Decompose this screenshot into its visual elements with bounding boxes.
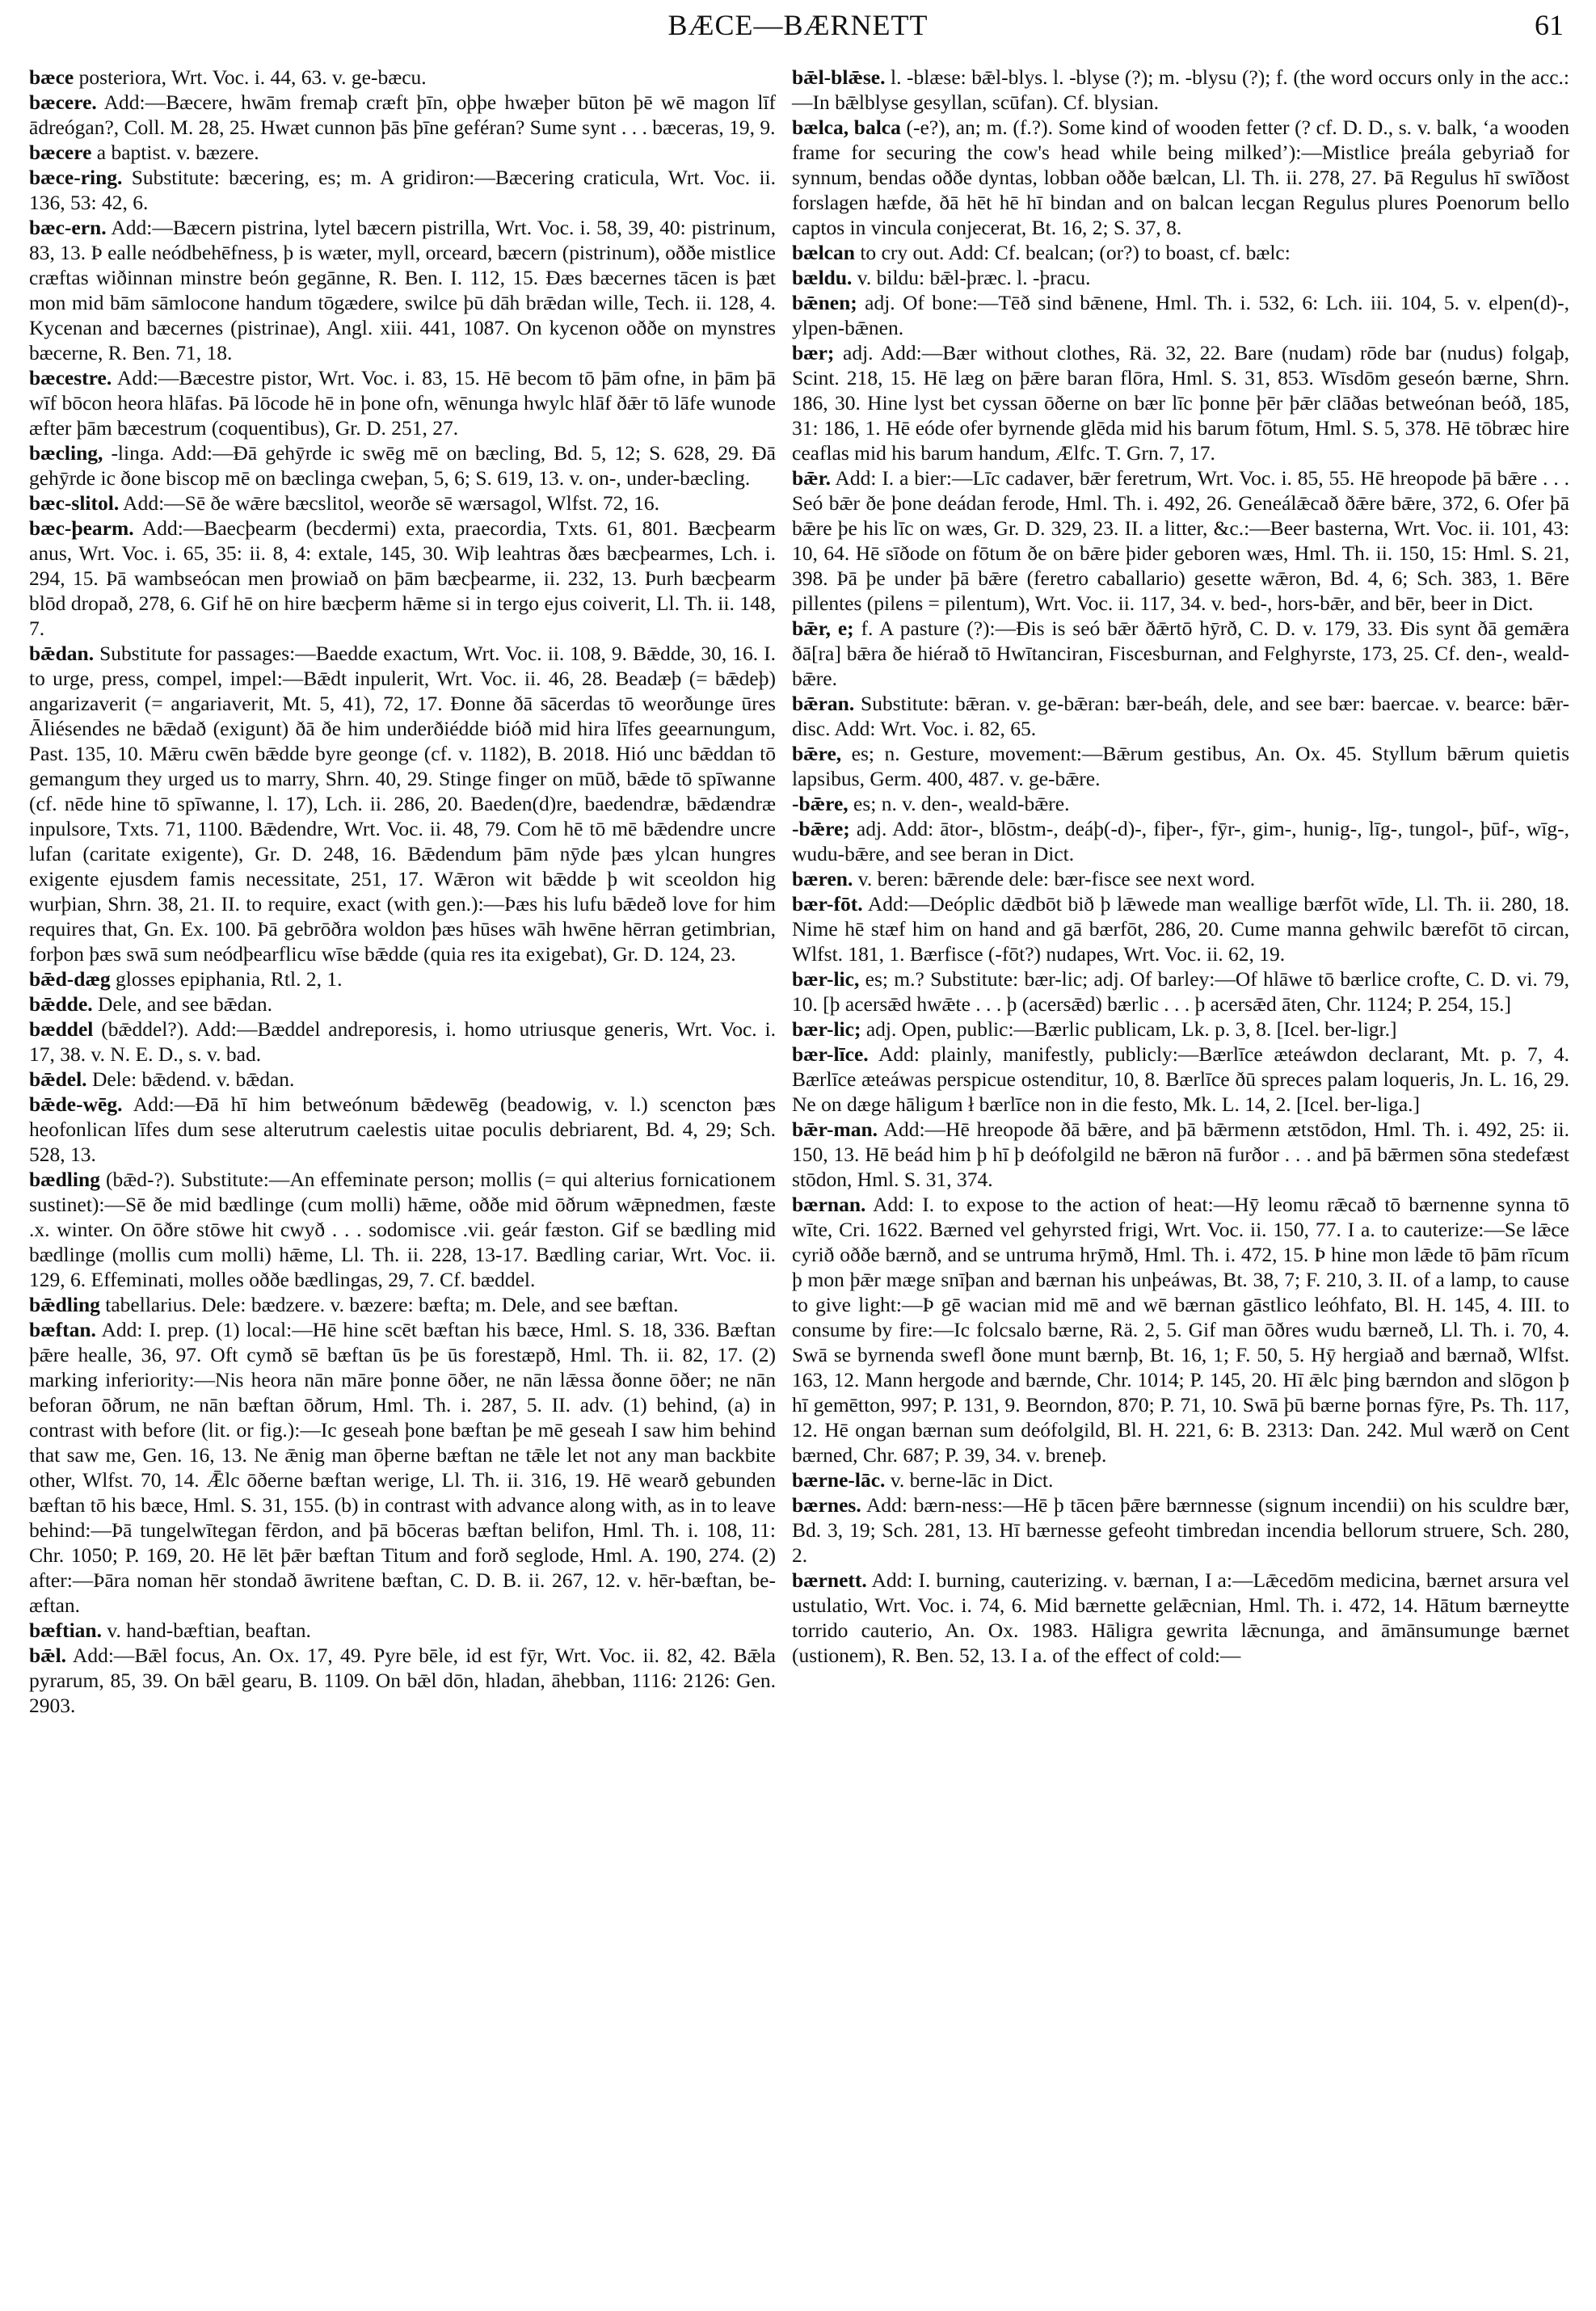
headword: bǣre, [792,742,842,765]
dictionary-entry [792,1042,1569,1117]
dictionary-entry [792,1117,1569,1192]
entry-text: adj. Of bone:—Tēð sind bǣnene, Hml. Th. i. 532, 6: Lch. iii. 104, 5. v. elpen(d)-, ylpen-bǣnen. [792,291,1569,339]
dictionary-entry [29,1092,776,1167]
entry-text: to cry out. Add: Cf. bealcan; (or?) to boast, cf. bælc: [854,241,1291,264]
dictionary-entry [29,440,776,490]
headword: bærne-lāc. [792,1468,886,1492]
entry-text: Dele: bǣdend. v. bǣdan. [86,1067,295,1091]
entry-text: glosses epiphania, Rtl. 2, 1. [110,967,343,991]
dictionary-entry [792,741,1569,791]
headword: bǣl-blǣse. [792,65,886,89]
dictionary-entry [29,1067,776,1092]
entry-text: (-e?), an; m. (f.?). Some kind of wooden fetter (? cf. D. D., s. v. balk, ‘a wooden frame for securing the cow's head while being milked’):—Mistlice þreála gebyriað for synnum, bendas oððe dyntas, lobban oððe bælcan, Ll. Th. ii. 278, 27. Þā Regulus hī swīðost forslagen hæfde, ðā hēt hē hī bindan and on balcan lecgan Regulus plures Poenorum bello captos in vincula conjecerat, Bt. 16, 2; S. 37, 8. [792,116,1569,239]
dictionary-entry [792,290,1569,340]
dictionary-entry [792,891,1569,966]
entry-text: f. A pasture (?):—Ðis is seó bǣr ðǣrtō hȳrð, C. D. v. 179, 33. Ðis synt ðā gemǣra ðā[ra] bǣra ðe hiérað tō Hwītanciran, Fiscesburnan, and Felghyrste, 173, 25. Cf. den-, weald-bǣre. [792,617,1570,690]
entry-text: Substitute for passages:—Baedde exactum, Wrt. Voc. ii. 108, 9. Bǣdde, 30, 16. I. to urge, press, compel, impel:—Bǣdt inpulerit, Wrt. Voc. ii. 46, 28. Beadæþ (= bǣdeþ) angarizaverit (= angariaverit, Mt. 5, 41), 72, 17. Ðonne ðā sācerdas tō weorðunge ūres Āliésendes ne bǣdað (exigunt) ðā ðe him underðiédde bióð mid hira līfes geearnungum, Past. 135, 10. Mǣru cwēn bǣdde byre geonge (cf. v. 1182), B. 2018. Hió unc bǣddan tō gemangum they urged us to marry, Shrn. 40, 29. Stinge finger on mūð, bǣde tō spīwanne (cf. nēde hine tō spīwanne, l. 17), Lch. ii. 286, 20. Baeden(d)re, baedendræ, bǣdændræ inpulsore, Txts. 71, 1100. Bǣdendre, Wrt. Voc. ii. 48, 79. Com hē tō mē bǣdendre uncre lufan (caritate exigente), Gr. D. 248, 16. Bǣdendum þām nȳde þæs ylcan hungres exigente ejusdem famis necessitate, 251, 17. Wǣron wit bǣdde þ wit sceoldon hig wurþian, Shrn. 38, 21. II. to require, exact (with gen.):—Þæs his lufu bǣdeð love for him requires that, Gn. Ex. 100. Þā gebrōðra woldon þæs hūses wāh hwēne hērran getimbrian, forþon þæs swā sum neódþearflicu wīse bǣdde (quia res ita exigebat), Gr. D. 124, 23. [29,642,776,966]
entry-text: (bǣddel?). Add:—Bæddel andreporesis, i. homo utriusque generis, Wrt. Voc. i. 17, 38. v. N. E. D., s. v. bad. [29,1017,776,1066]
dictionary-entry [792,115,1569,240]
entry-text: Add:—Bæcere, hwām fremaþ cræft þīn, oþþe hwæþer būton þē wē magon līf ādreógan?, Coll. M. 28, 25. Hwæt cunnon þās þīne geféran? Sume synt . . . bæceras, 19, 9. [29,91,776,139]
headword: bæftian. [29,1619,102,1642]
headword: bæddel [29,1017,94,1041]
headword: bæren. [792,867,853,890]
entry-text: -linga. Add:—Ðā gehȳrde ic swēg mē on bæcling, Bd. 5, 12; S. 628, 29. Ðā gehȳrde ic ðone biscop mē on bæclinga cweþan, 5, 6; S. 619, 13. v. on-, under-bæcling. [29,441,776,490]
right-column [792,65,1569,1668]
headword: bæc-ern. [29,216,107,239]
headword: bæc-þearm. [29,516,134,540]
dictionary-entry [29,140,776,165]
entry-text: adj. Open, public:—Bærlic publicam, Lk. p. 3, 8. [Icel. ber-ligr.] [861,1017,1397,1041]
entry-text: Add:—Deóplic dǣdbōt bið þ lǣwede man weallige bærfōt wīde, Ll. Th. ii. 280, 18. Nime hē stæf him on hand and gā bærfōt, 286, 20. Cume manna gehwilc bærefōt tō circan, Wlfst. 181, 1. Bærfisce (-fōt?) nudapes, Wrt. Voc. ii. 62, 19. [792,892,1569,966]
headword: bæce [29,65,74,89]
headword: bæcere [29,141,92,164]
dictionary-entry [29,490,776,516]
entry-text: v. berne-lāc in Dict. [885,1468,1054,1492]
headword: bǣdde. [29,992,93,1016]
dictionary-entry [29,991,776,1017]
running-header [0,5,1596,45]
entry-text: Add: I. prep. (1) local:—Hē hine scēt bæftan his bæce, Hml. S. 18, 336. Bæftan þǣre healle, 36, 97. Oft cymð sē bæftan ūs þe ūs forestæpð, Hml. Th. ii. 82, 17. (2) marking inferiority:—Nis heora nān māre þonne ōðer, ne nān lǣssa ðonne ōðer; ne nān beforan ōðrum, ne nān bæftan ōðrum, Hml. Th. i. 287, 5. II. adv. (1) behind, (a) in contrast with before (lit. or fig.):—Ic geseah þone bæftan þe mē geseah I saw him behind that saw me, Gen. 16, 13. Ne ǣnig man ōþerne bæftan ne tǣle let not any man backbite other, Wlfst. 70, 14. Ǣlc ōðerne bæftan werige, Ll. Th. ii. 316, 19. Hē wearð gebunden bæftan tō his bæce, Hml. S. 31, 155. (b) in contrast with advance along with, as in to leave behind:—Þā tungelwītegan fērdon, and þā bōceras bæftan belifon, Hml. Th. i. 108, 11: Chr. 1050; P. 169, 20. Hē lēt þǣr bæftan Titum and forð seglode, Hml. A. 190, 274. (2) after:—Þāra noman hēr stondað āwritene bæftan, C. D. B. ii. 267, 12. v. hēr-bæftan, be-æftan. [29,1318,776,1617]
entry-text: Add:—Bæcestre pistor, Wrt. Voc. i. 83, 15. Hē becom tō þām ofne, in þām þā wīf bōcon heora hlāfas. Þā lōcode hē in þone ofn, wēnunga hwylc hlāf ðǣr tō lāfe wunode æfter þām bæcestrum (coquentibus), Gr. D. 251, 27. [29,366,776,440]
entry-text: v. beren: bǣrende dele: bær-fisce see next word. [853,867,1256,890]
entry-text: adj. Add:—Bær without clothes, Rä. 32, 22. Bare (nudam) rōde bar (nudus) folgaþ, Scint. 218, 15. Hē læg on þǣre baran flōra, Hml. S. 31, 853. Wīsdōm geseón bærne, Shrn. 186, 30. Hine lyst bet cyssan ōðerne on bær līc þonne þēr þǣr clāðas betweónan beóð, 185, 31: 186, 1. Hē eóde ofer byrnende glēda mid his barum fōtum, Hml. S. 5, 378. Hē tōbræc hire ceaflas mid his barum handum, Ælfc. T. Grn. 7, 17. [792,341,1569,465]
dictionary-entry [29,1167,776,1292]
entry-text: es; m.? Substitute: bær-lic; adj. Of barley:—Of hlāwe tō bærlice crofte, C. D. vi. 79, 10. [þ acersǣd hwǣte . . . þ (acersǣd) bærlic . . . þ acersǣd āten, Chr. 1124; P. 254, 15.] [792,967,1569,1016]
dictionary-entry [792,240,1569,265]
headword: bǣr, e; [792,617,854,640]
headword: bær-lic, [792,967,860,991]
headword: bæcestre. [29,366,112,389]
dictionary-entry [29,65,776,90]
entry-text: Add: I. to expose to the action of heat:—Hȳ leomu rǣcað tō bærnenne synna tō wīte, Cri. 1622. Bærned vel gehyrsted frigi, Wrt. Voc. ii. 150, 77. I a. to cauterize:—Se lǣce cyrið oððe bærnð, and se untruma hrȳmð, Hml. Th. i. 472, 15. Þ hine mon lǣde tō þām rīcum þ mon þǣr mæge snīþan and bærnan his unþeáwas, Bt. 38, 7; F. 210, 3. II. of a lamp, to cause to give light:—Þ gē wacian mid mē and wē bærnan gāstlico leóhfato, Bl. H. 145, 4. III. to consume by fire:—Ic folcsalo bærne, Rä. 2, 5. Gif man ōðres wudu bærneð, Ll. Th. i. 70, 4. Swā se byrnenda swefl ðone munt bærnþ, Bt. 16, 1; F. 50, 5. Hȳ hergiað and bærnað, Wlfst. 163, 12. Mann hergode and bærnde, Chr. 1014; P. 145, 20. Hī ǣlc þing bærndon and slōgon þ hī gemētton, 997; P. 131, 9. Beorndon, 870; P. 71, 10. Swā þū bærne þornas fȳre, Ps. Th. 117, 12. Hē ongan bærnan sum deófolgild, Bl. H. 221, 6: B. 2313: Dan. 242. Mul wærð on Cent bærned, Chr. 687; P. 39, 34. v. breneþ. [792,1193,1569,1467]
dictionary-entry [792,1017,1569,1042]
dictionary-entry [792,616,1569,691]
headword: bæcere. [29,91,97,114]
dictionary-entry [792,1492,1569,1568]
dictionary-entry [29,90,776,140]
entry-text: adj. Add: ātor-, blōstm-, deáþ(-d)-, fiþer-, fȳr-, gim-, hunig-, līg-, tungol-, þūf-, wīg-, wudu-bǣre, and see beran in Dict. [792,817,1569,865]
headword: bǣnen; [792,291,857,314]
dictionary-entry [792,816,1569,866]
entry-text: Add:—Hē hreopode ðā bǣre, and þā bǣrmenn ætstōdon, Hml. Th. i. 492, 25: ii. 150, 13. Hē beád him þ hī þ deófolgild ne bǣron nā furðor . . . and þā bǣrmen sōna stedefæst stōdon, Hml. S. 31, 374. [792,1118,1569,1191]
headword: bædling [29,1168,100,1191]
entry-text: Add:—Ðā hī him betweónum bǣdewēg (beadowig, v. l.) scencton þæs heofonlican līfes dum sese alterutrum caelestis uitae poculis debriarent, Bd. 4, 29; Sch. 528, 13. [29,1092,776,1166]
dictionary-entry [29,365,776,440]
headword: bælca, balca [792,116,901,139]
headword: bærnes. [792,1493,861,1517]
dictionary-entry [29,641,776,966]
dictionary-entry [792,265,1569,290]
headword: bǣr. [792,466,831,490]
entry-text: (bǣd-?). Substitute:—An effeminate person; mollis (= qui alterius fornicationem sustinet):—Sē ðe mid bædlinge (cum molli) hǣme, oððe mid ōðrum wǣpnedmen, fæste .x. winter. On ōðre stōwe hit cwyð . . . sodomisce .vii. geár fæston. Gif se bædling mid bædlinge (mollis cum molli) hǣme, Ll. Th. ii. 228, 13-17. Bædling cariar, Wrt. Voc. ii. 129, 6. Effeminati, molles oððe bædlingas, 29, 7. Cf. bæddel. [29,1168,776,1291]
entry-text: Add: I. burning, cauterizing. v. bærnan, I a:—Lǣcedōm medicina, bærnet arsura vel ustulatio, Wrt. Voc. i. 74, 6. Mid bærnette gelǣcnian, Hml. Th. i. 472, 14. Hātum bærneytte torrido cauterio, An. Ox. 1983. Hāligra gewrita lǣcnunga, and āmānsumunge bærnet (ustionem), R. Ben. 52, 13. I a. of the effect of cold:— [792,1568,1569,1667]
dictionary-entry [792,866,1569,891]
dictionary-entry [792,1192,1569,1467]
entry-text: Add:—Baecþearm (becdermi) exta, praecordia, Txts. 61, 801. Bæcþearm anus, Wrt. Voc. i. 65, 35: ii. 8, 4: extale, 145, 30. Wiþ leahtras ðæs bæcþearmes, Lch. i. 294, 15. Þā wambseócan men þrowiað on þām bæcþearme, ii. 232, 13. Þurh bæcþearm blōd dropað, 278, 6. Gif hē on hire bæcþerm hǣme si in tergo ejus coiverit, Ll. Th. ii. 148, 7. [29,516,776,640]
headword: bælcan [792,241,855,264]
dictionary-entry [792,1467,1569,1492]
headword: bær-fōt. [792,892,863,916]
entry-text: Substitute: bǣran. v. ge-bǣran: bær-beáh, dele, and see bær: baercae. v. bearce: bǣr-disc. Add: Wrt. Voc. i. 82, 65. [792,692,1569,740]
entry-text: posteriora, Wrt. Voc. i. 44, 63. v. ge-bæcu. [74,65,427,89]
entry-text: Dele, and see bǣdan. [92,992,272,1016]
headword: bǣran. [792,692,855,715]
entry-text: Add: plainly, manifestly, publicly:—Bærlīce æteáwdon declarant, Mt. p. 7, 4. Bærlīce æteáwas perspicue ostenditur, 10, 8. Bærlīce ðū spreces palam loqueris, Jn. L. 16, 29. Ne on dæge hāligum ł bærlīce non in die festo, Mk. L. 14, 2. [Icel. ber-liga.] [792,1042,1569,1116]
dictionary-entry [29,215,776,365]
entry-text: Add: I. a bier:—Līc cadaver, bǣr feretrum, Wrt. Voc. i. 85, 55. Hē hreopode þā bǣre . . . Seó bǣr ðe þone deádan ferode, Hml. Th. i. 492, 26. Geneálǣcað ðǣre bǣre, 372, 6. Ofer þā bǣre þe his līc on wæs, Gr. D. 329, 23. II. a litter, &c.:—Beer basterna, Wrt. Voc. ii. 101, 43: 10, 64. Hē sīðode on fōtum ðe on bǣre þider geboren wæs, Hml. Th. ii. 150, 15: Hml. S. 21, 398. Þā þe under þā bǣre (feretro caballario) gesette wǣron, Bd. 4, 6; Sch. 383, 1. Bēre pillentes (pilens = pilentum), Wrt. Voc. ii. 117, 34. v. bed-, hors-bǣr, and bēr, beer in Dict. [792,466,1569,615]
headword: bæftan. [29,1318,96,1341]
dictionary-entry [792,1568,1569,1668]
headword: bær-lic; [792,1017,861,1041]
headword: bæc-slitol. [29,491,120,515]
headword: bær; [792,341,835,364]
headword: bæcling, [29,441,103,465]
dictionary-entry [29,966,776,991]
dictionary-entry [29,1292,776,1317]
headword: bǣdel. [29,1067,87,1091]
entry-text: Add: bærn-ness:—Hē þ tācen þǣre bærnnesse (signum incendii) on his sculdre bær, Bd. 3, 19; Sch. 281, 13. Hī bærnesse gefeoht timbredan incendia bellorum struere, Sch. 280, 2. [792,1493,1569,1567]
dictionary-entry [792,791,1569,816]
dictionary-entry [792,465,1569,616]
headword: bǣl. [29,1644,67,1667]
headword: bǣdling [29,1293,100,1316]
dictionary-entry [29,1618,776,1643]
headword: -bǣre, [792,792,849,815]
entry-text: v. bildu: bǣl-þræc. l. -þracu. [852,266,1091,289]
entry-text: Add:—Sē ðe wǣre bæcslitol, weorðe sē wærsagol, Wlfst. 72, 16. [119,491,660,515]
dictionary-entry [29,165,776,215]
headword: bær-līce. [792,1042,869,1066]
page-title: BÆCE—BÆRNETT [667,9,929,41]
headword: bǣr-man. [792,1118,878,1141]
entry-text: es; n. v. den-, weald-bǣre. [848,792,1070,815]
headword: bǣd-dæg [29,967,111,991]
dictionary-entry [792,966,1569,1017]
entry-text: l. -blæse: bǣl-blys. l. -blyse (?); m. -blysu (?); f. (the word occurs only in the acc.:—In bǣlblyse gesyllan, scūfan). Cf. blysian. [792,65,1569,114]
entry-text: Substitute: bæcering, es; m. A gridiron:—Bæcering craticula, Wrt. Voc. ii. 136, 53: 42, 6. [29,166,776,214]
dictionary-entry [792,65,1569,115]
entry-text: es; n. Gesture, movement:—Bǣrum gestibus, An. Ox. 45. Styllum bǣrum quietis lapsibus, Germ. 400, 487. v. ge-bǣre. [792,742,1569,790]
headword: bǣdan. [29,642,95,665]
headword: bærnett. [792,1568,867,1592]
headword: bærnan. [792,1193,866,1216]
entry-text: Add:—Bǣl focus, An. Ox. 17, 49. Pyre bēle, id est fȳr, Wrt. Voc. ii. 82, 42. Bǣla pyrarum, 85, 39. On bǣl gearu, B. 1109. On bǣl dōn, hladan, āhebban, 1116: 2126: Gen. 2903. [29,1644,776,1717]
headword: bældu. [792,266,853,289]
dictionary-entry [792,340,1569,465]
dictionary-entry [29,1017,776,1067]
dictionary-entry [29,1643,776,1718]
entry-text: v. hand-bæftian, beaftan. [101,1619,311,1642]
headword: bǣde-wēg. [29,1092,123,1116]
entry-text: Add:—Bæcern pistrina, lytel bæcern pistrilla, Wrt. Voc. i. 58, 39, 40: pistrinum, 83, 13. Þ ealle neódbehēfness, þ is wæter, myll, orceard, bæcern (pistrinum), oððe mistlice cræftas wiðinnan minstre beón gegānne, R. Ben. I. 112, 15. Ðæs bæcernes tācen is þæt mon mid bām sāmlocone handum tōgædere, swilce þū dāh brǣdan wille, Tech. ii. 128, 4. Kycenan and bæcernes (pistrinae), Angl. xiii. 441, 1087. On kycenon oððe on mynstres bæcerne, R. Ben. 71, 18. [29,216,776,364]
left-column [29,65,776,1718]
headword: -bǣre; [792,817,850,840]
page-number: 61 [1535,9,1564,41]
entry-text: a baptist. v. bæzere. [91,141,259,164]
entry-text: tabellarius. Dele: bædzere. v. bæzere: bæfta; m. Dele, and see bæftan. [99,1293,679,1316]
headword: bæce-ring. [29,166,123,189]
dictionary-entry [792,691,1569,741]
dictionary-entry [29,516,776,641]
dictionary-entry [29,1317,776,1618]
